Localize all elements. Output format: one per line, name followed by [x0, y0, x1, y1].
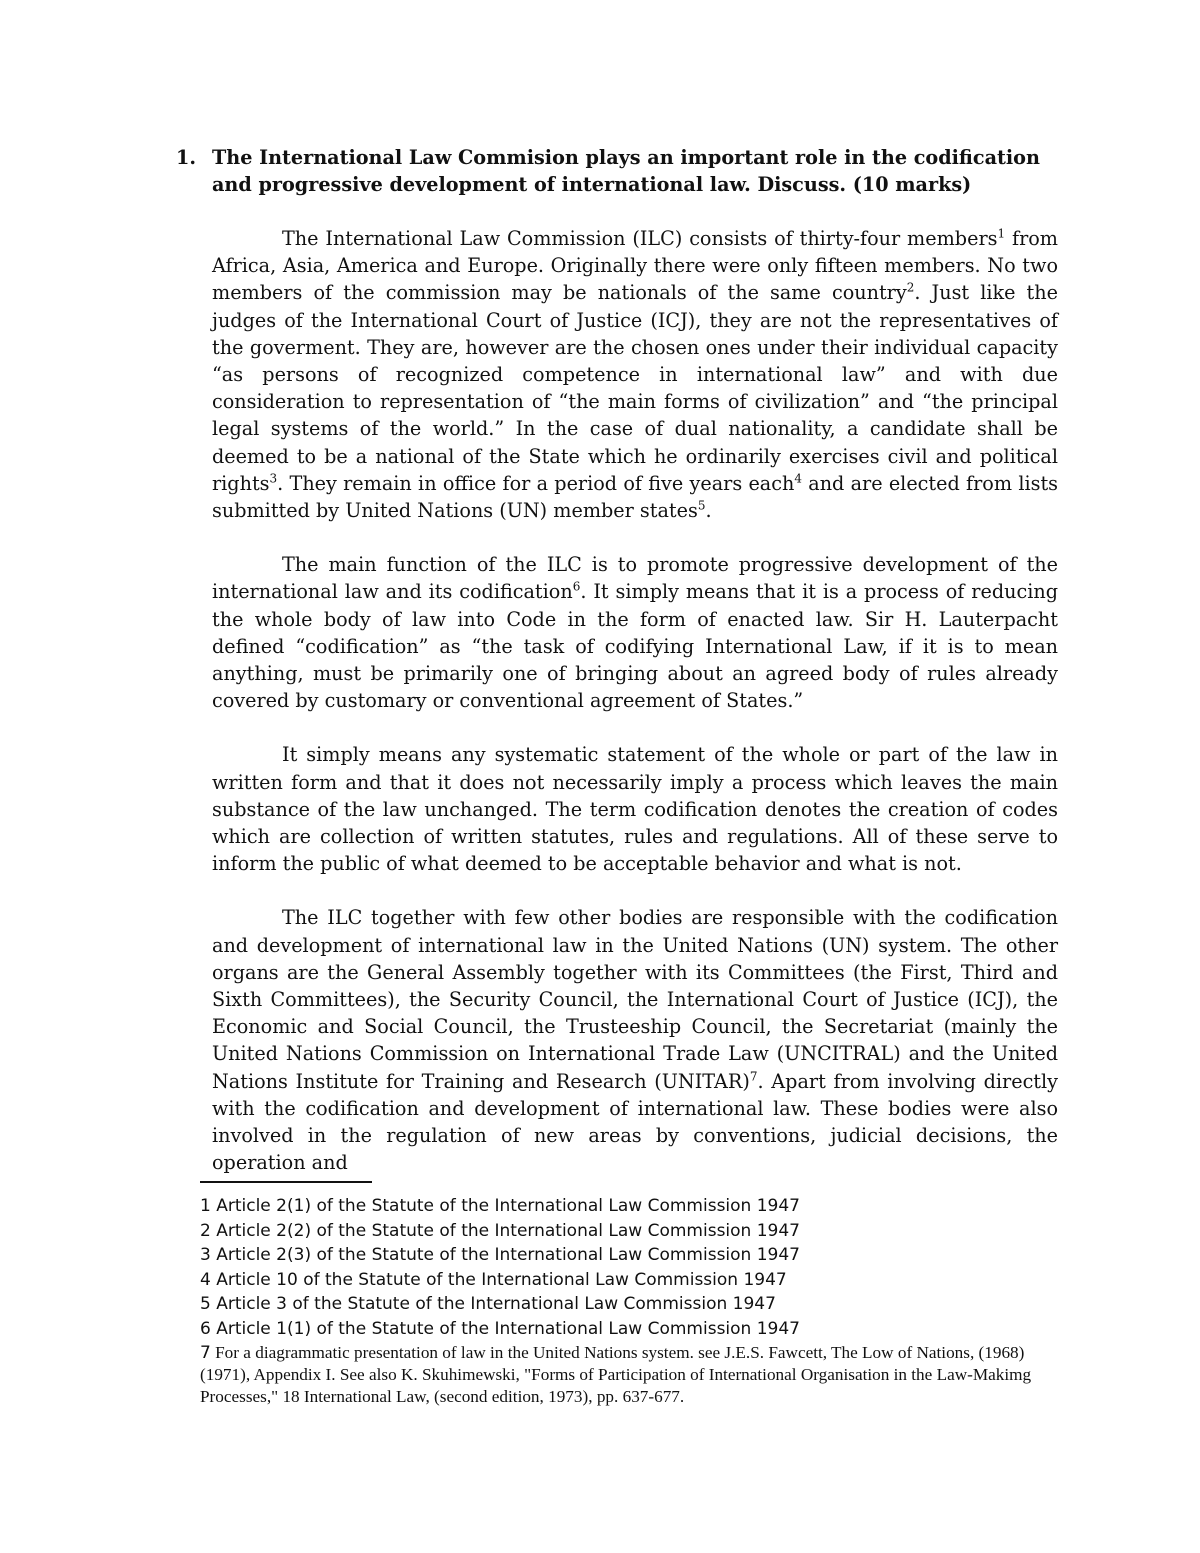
footnote-6: 6 Article 1(1) of the Statute of the International Law Commission 1947 [200, 1318, 800, 1339]
footnote-separator [200, 1181, 372, 1183]
footnote-ref-6: 6 [572, 580, 581, 595]
footnote-3: 3 Article 2(3) of the Statute of the International Law Commission 1947 [200, 1245, 800, 1266]
footnote-ref-3: 3 [269, 471, 278, 486]
footnote-ref-4: 4 [794, 471, 802, 486]
footnote-4: 4 Article 10 of the Statute of the International Law Commission 1947 [200, 1269, 787, 1290]
footnote-7: 7 For a diagrammatic presentation of law in the United Nations system. see J.E.S. Fawcett, The Low of Nations, (1968) (1971), Appendix I. See also K. Skuhimewski, "Forms of Participation of International Organisation in the Law-Makimg Processes," 18 International Law, (second edition, 1973), pp. 637-677. [200, 1342, 1032, 1406]
question-text: The International Law Commision plays an important role in the codification and progressive development of international law. Discuss. (10 marks) [212, 146, 1040, 196]
footnote-1: 1 Article 2(1) of the Statute of the International Law Commission 1947 [200, 1196, 800, 1216]
footnote-2: 2 Article 2(2) of the Statute of the International Law Commission 1947 [200, 1220, 800, 1241]
footnote-ref-7: 7 [749, 1069, 758, 1084]
footnote-ref-1: 1 [997, 226, 1006, 241]
footnote-ref-2: 2 [906, 281, 915, 296]
essay-body [212, 225, 1058, 1204]
question-number: 1. [176, 146, 197, 169]
paragraph-1: The International Law Commission (ILC) consists of thirty-four members$^1$ from Africa, Asia, America and Europe. Originally there were only fifteen members. No two members of the commission may be nationals of the same country$^2$. Just like the judges of the International Court of Justice (ICJ), they are not the representatives of the goverment. They are, however are the chosen ones under their individual capacity “as persons of recognized competence in international law” and with due consideration to representation of “the main forms of civilization” and “the principal legal systems of the world.” In the case of dual nationality, a candidate shall be deemed to be a national of the State which he ordinarily exercises civil and political rights$^3$. They remain in office for a period of five years each$^4$ and are elected from lists submitted by United Nations (UN) member states$^5$. [212, 226, 1058, 523]
footnote-5: 5 Article 3 of the Statute of the International Law Commission 1947 [200, 1294, 776, 1315]
footnotes [200, 1194, 1070, 1408]
paragraph-2: The main function of the ILC is to promote progressive development of the international law and its codification$^6$. It simply means that it is a process of reducing the whole body of law into Code in the form of enacted law. Sir H. Lauterpacht defined “codification” as “the task of codifying International Law, if it is to mean anything, must be primarily one of bringing about an agreed body of rules already covered by customary or conventional agreement of States.” [212, 553, 1058, 713]
paragraph-4: The ILC together with few other bodies are responsible with the codification and development of international law in the United Nations (UN) system. The other organs are the General Assembly together with its Committees (the First, Third and Sixth Committees), the Security Council, the International Court of Justice (ICJ), the Economic and Social Council, the Trusteeship Council, the Secretariat (mainly the United Nations Commission on International Trade Law (UNCITRAL) and the United Nations Institute for Training and Research (UNITAR)$^7$. Apart from involving directly with the codification and development of international law. These bodies were also involved in the regulation of new areas by conventions, judicial decisions, the operation and [212, 906, 1058, 1175]
footnote-ref-5: 5 [697, 498, 706, 513]
question-heading [176, 144, 1066, 198]
paragraph-3: It simply means any systematic statement of the whole or part of the law in written form and that it does not necessarily imply a process which leaves the main substance of the law unchanged. The term codification denotes the creation of codes which are collection of written statutes, rules and regulations. All of these serve to inform the public of what deemed to be acceptable behavior and what is not. [212, 743, 1058, 876]
